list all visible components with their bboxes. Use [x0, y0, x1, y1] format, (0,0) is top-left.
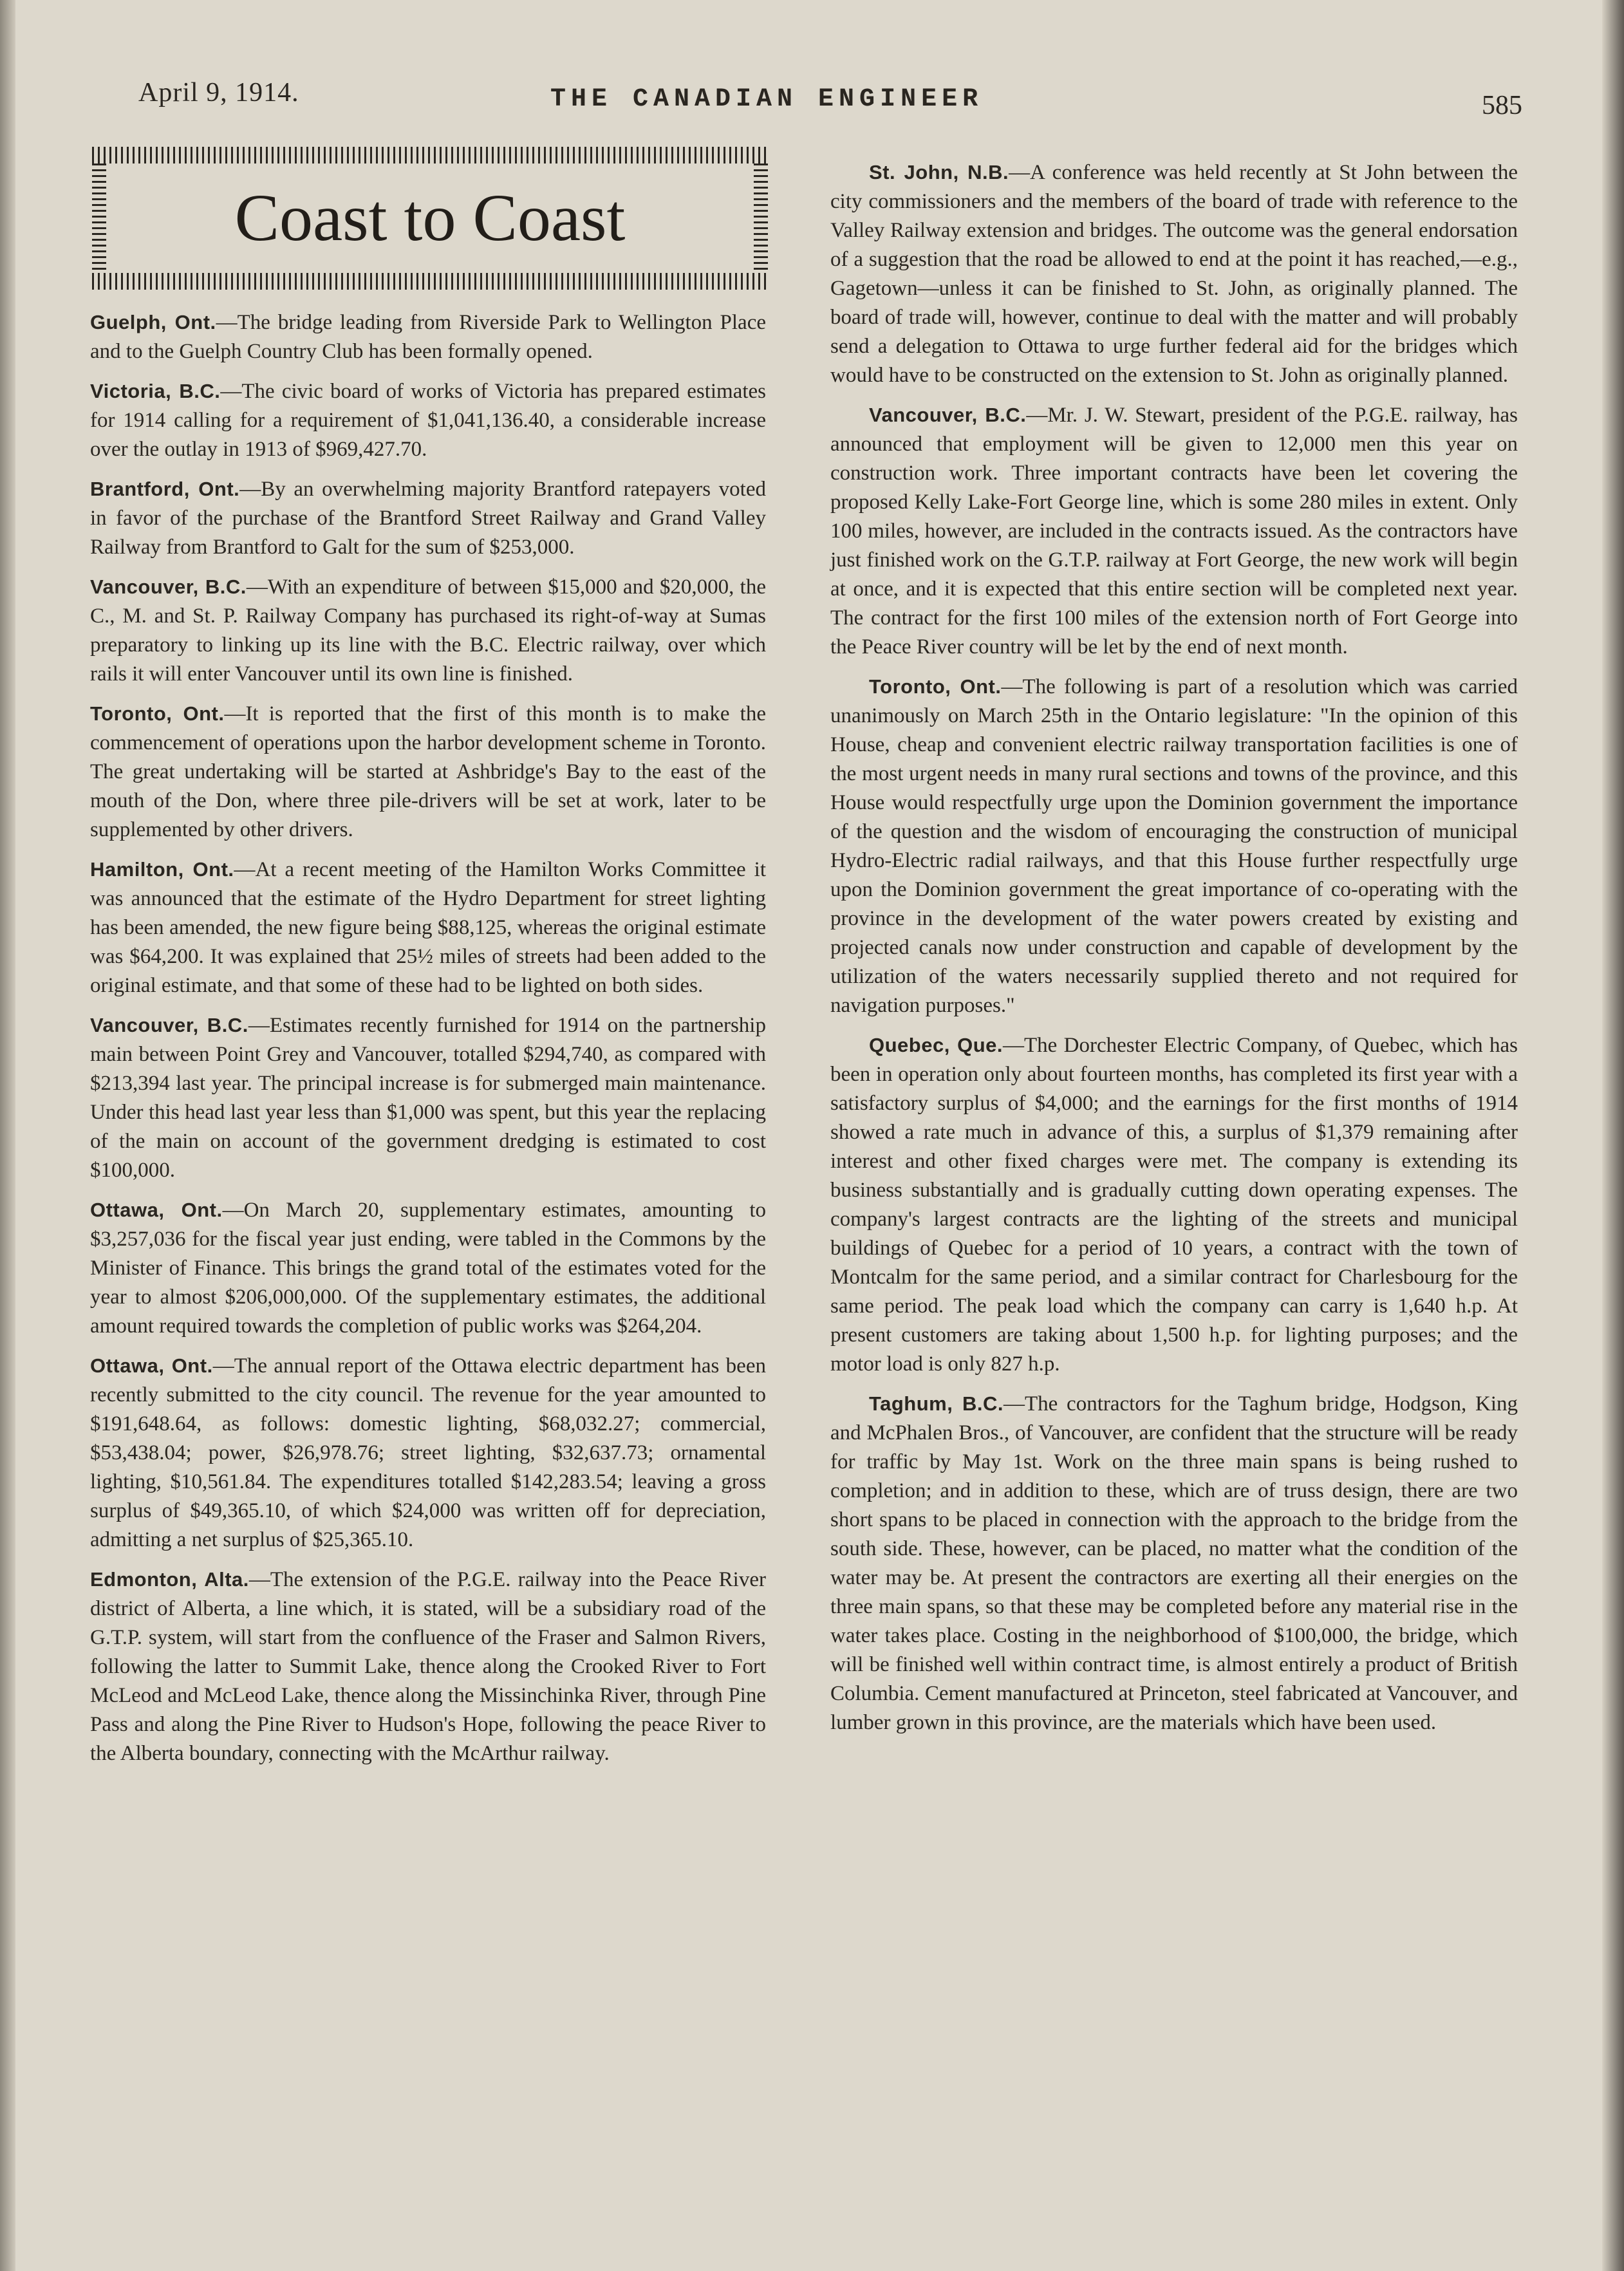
news-item — [90, 699, 766, 845]
item-text: —Estimates recently furnished for 1914 on the partnership main between Point Grey and Vancouver, totalled $294,740, as compared with $213,394 last year. The principal increase is for submerged main maintenance. Under this head last year less than $1,000 was spent, but this year the replacing of the main on account of the government dredging is estimated to cost $100,000. — [90, 1014, 766, 1182]
page-edge-shadow — [1602, 0, 1624, 2271]
item-place: St. John, N.B. — [869, 161, 1009, 183]
item-text: —Mr. J. W. Stewart, president of the P.G.E. railway, has announced that employment will be given to 12,000 men this year on construction work. Three important contracts have been let covering the proposed Kelly Lake-Fort George line, which is some 280 miles in extent. Only 100 miles, however, are included in the contracts issued. As the contractors have just finished work on the G.T.P. railway at Fort George, the new work will begin at once, and it is expected that this entire section will be completed next year. The contract for the first 100 miles of the extension north of Fort George into the Peace River country will be let by the end of next month. — [830, 404, 1518, 659]
item-text: —The contractors for the Taghum bridge, Hodgson, King and McPhalen Bros., of Vancouver, are confident that the structure will be ready for traffic by May 1st. Work on the three main spans is being rushed to completion; and in addition to these, which are of truss design, there are two short spans to be placed in connection with the approach to the bridge from the south side. These, however, can be placed, no matter what the condition of the water may be. At present the contractors are exerting all their energies on the three main spans, so that these may be completed before any material rise in the water takes place. Costing in the neighborhood of $100,000, the bridge, which will be finished well within contract time, is almost entirely a product of British Columbia. Cement manufactured at Princeton, steel fabricated at Vancouver, and lumber grown in this province, are the materials which have been used. — [830, 1392, 1518, 1734]
item-text: —It is reported that the first of this month is to make the commencement of operations upon the harbor development scheme in Toronto. The great undertaking will be started at Ashbridge's Bay to the east of the mouth of the Don, where three pile-drivers will be set at work, later to be supplemented by other drivers. — [90, 702, 766, 841]
news-item — [830, 1031, 1518, 1379]
item-text: —The following is part of a resolution which was carried unanimously on March 25th in the Ontario legislature: "In the opinion of this House, cheap and convenient electric railway transportation facilities is one of the most urgent needs in many rural sections and towns of the province, and this House would respectfully urge upon the Dominion government the importance of the question and the wisdom of encouraging the construction of municipal Hydro-Electric radial railways, and that this House further respectfully urge upon the Dominion government the great importance of co-operating with the province in the development of the water powers created by existing and projected canals now under construction and capable of development by the utilization of the waters necessarily supplied thereto and not required for navigation purposes." — [830, 675, 1518, 1017]
item-place: Quebec, Que. — [869, 1034, 1003, 1056]
item-text: —The annual report of the Ottawa electric department has been recently submitted to the city council. The revenue for the year amounted to $191,648.64, as follows: domestic lighting, $68,032.27; commercial, $53,438.04; power, $26,978.76; street lighting, $32,637.73; ornamental lighting, $10,561.84. The expenditures totalled $142,283.54; leaving a gross surplus of $49,365.10, of which $24,000 was written off for depreciation, admitting a net surplus of $25,365.10. — [90, 1354, 766, 1551]
news-item — [90, 1565, 766, 1768]
item-text: —By an overwhelming majority Brantford ratepayers voted in favor of the purchase of the Brantford Street Railway and Grand Valley Railway from Brantford to Galt for the sum of $253,000. — [90, 478, 766, 559]
item-text: —On March 20, supplementary estimates, amounting to $3,257,036 for the fiscal year just ending, were tabled in the Commons by the Minister of Finance. This brings the grand total of the estimates voted for the year to almost $206,000,000. Of the supplementary estimates, the additional amount required towards the completion of public works was $264,204. — [90, 1199, 766, 1338]
item-place: Toronto, Ont. — [869, 675, 1002, 698]
section-title-frame-sides — [92, 164, 768, 273]
item-text: —With an expenditure of between $15,000 and $20,000, the C., M. and St. P. Railway Company has purchased its right-of-way at Sumas preparatory to linking up its line with the B.C. Electric railway, over which rails it will enter Vancouver until its own line is finished. — [90, 575, 766, 686]
item-text: —The extension of the P.G.E. railway into the Peace River district of Alberta, a line which, it is stated, will be a subsidiary road of the G.T.P. system, will start from the confluence of the Fraser and Salmon Rivers, following the latter to Summit Lake, thence along the Crooked River to Fort McLeod and McLeod Lake, thence along the Missinchinka River, through Pine Pass and along the Pine River to Hudson's Hope, following the peace River to the Alberta boundary, connecting with the McArthur railway. — [90, 1568, 766, 1765]
news-item — [90, 377, 766, 464]
news-item — [90, 855, 766, 1000]
running-header — [138, 77, 1522, 135]
section-title-frame — [92, 147, 768, 290]
page-gutter-shadow — [0, 0, 15, 2271]
section-title: Coast to Coast — [234, 181, 626, 255]
news-item — [90, 572, 766, 689]
right-column — [830, 158, 1518, 1748]
news-item — [90, 1351, 766, 1555]
news-item — [830, 1389, 1518, 1737]
item-place: Victoria, B.C. — [90, 380, 221, 402]
item-text: —A conference was held recently at St John between the city commissioners and the members of the board of trade with reference to the Valley Railway extension and bridges. The outcome was the general endorsation of a suggestion that the road be allowed to end at the point it has reached,—e.g., Gagetown—unless it can be finished to St. John, as originally planned. The board of trade will, however, continue to deal with the matter and will probably send a delegation to Ottawa to urge further federal aid for the bridges which would have to be constructed on the extension to St. John as originally planned. — [830, 161, 1518, 387]
news-item — [830, 158, 1518, 390]
item-place: Hamilton, Ont. — [90, 858, 234, 881]
news-item — [90, 1195, 766, 1341]
item-place: Taghum, B.C. — [869, 1392, 1003, 1415]
journal-title: THE CANADIAN ENGINEER — [550, 85, 984, 114]
item-place: Ottawa, Ont. — [90, 1354, 213, 1377]
item-text: —At a recent meeting of the Hamilton Works Committee it was announced that the estimate of the Hydro Department for street lighting has been amended, the new figure being $88,125, whereas the original estimate was $64,200. It was explained that 25½ miles of streets had been added to the original estimate, and that some of these had to be lighted on both sides. — [90, 858, 766, 997]
issue-date: April 9, 1914. — [138, 78, 299, 107]
item-place: Toronto, Ont. — [90, 702, 225, 725]
left-column — [90, 308, 766, 1779]
news-item — [830, 672, 1518, 1020]
news-item — [90, 1011, 766, 1185]
item-place: Ottawa, Ont. — [90, 1199, 223, 1221]
item-place: Vancouver, B.C. — [90, 1014, 248, 1036]
item-place: Edmonton, Alta. — [90, 1568, 249, 1591]
item-text: —The civic board of works of Victoria has prepared estimates for 1914 calling for a requirement of $1,041,136.40, a considerable increase over the outlay in 1913 of $969,427.70. — [90, 380, 767, 461]
item-place: Vancouver, B.C. — [869, 404, 1027, 426]
news-item — [90, 308, 766, 366]
item-place: Brantford, Ont. — [90, 478, 240, 500]
item-text: —The bridge leading from Riverside Park to Wellington Place and to the Guelph Country Club has been formally opened. — [90, 311, 766, 363]
news-item — [90, 474, 766, 562]
item-place: Vancouver, B.C. — [90, 575, 247, 598]
item-text: —The Dorchester Electric Company, of Quebec, which has been in operation only about fourteen months, has completed its first year with a satisfactory surplus of $4,000; and the earnings for the first months of 1914 showed a rate much in advance of this, a surplus of $1,379 remaining after interest and other fixed charges were met. The company is extending its business substantially and is gradually cutting down operating expenses. The company's largest contracts are the lighting of the streets and municipal buildings of Quebec for a period of 10 years, a contract with the town of Montcalm for the same period, and a similar contract for Charlesbourg for the same period. The peak load which the company can carry is 1,640 h.p. At present customers are taking about 1,500 h.p. for lighting purposes; and the motor load is only 827 h.p. — [830, 1034, 1518, 1376]
page-number: 585 — [1482, 91, 1522, 120]
item-place: Guelph, Ont. — [90, 311, 216, 333]
news-item — [830, 400, 1518, 662]
